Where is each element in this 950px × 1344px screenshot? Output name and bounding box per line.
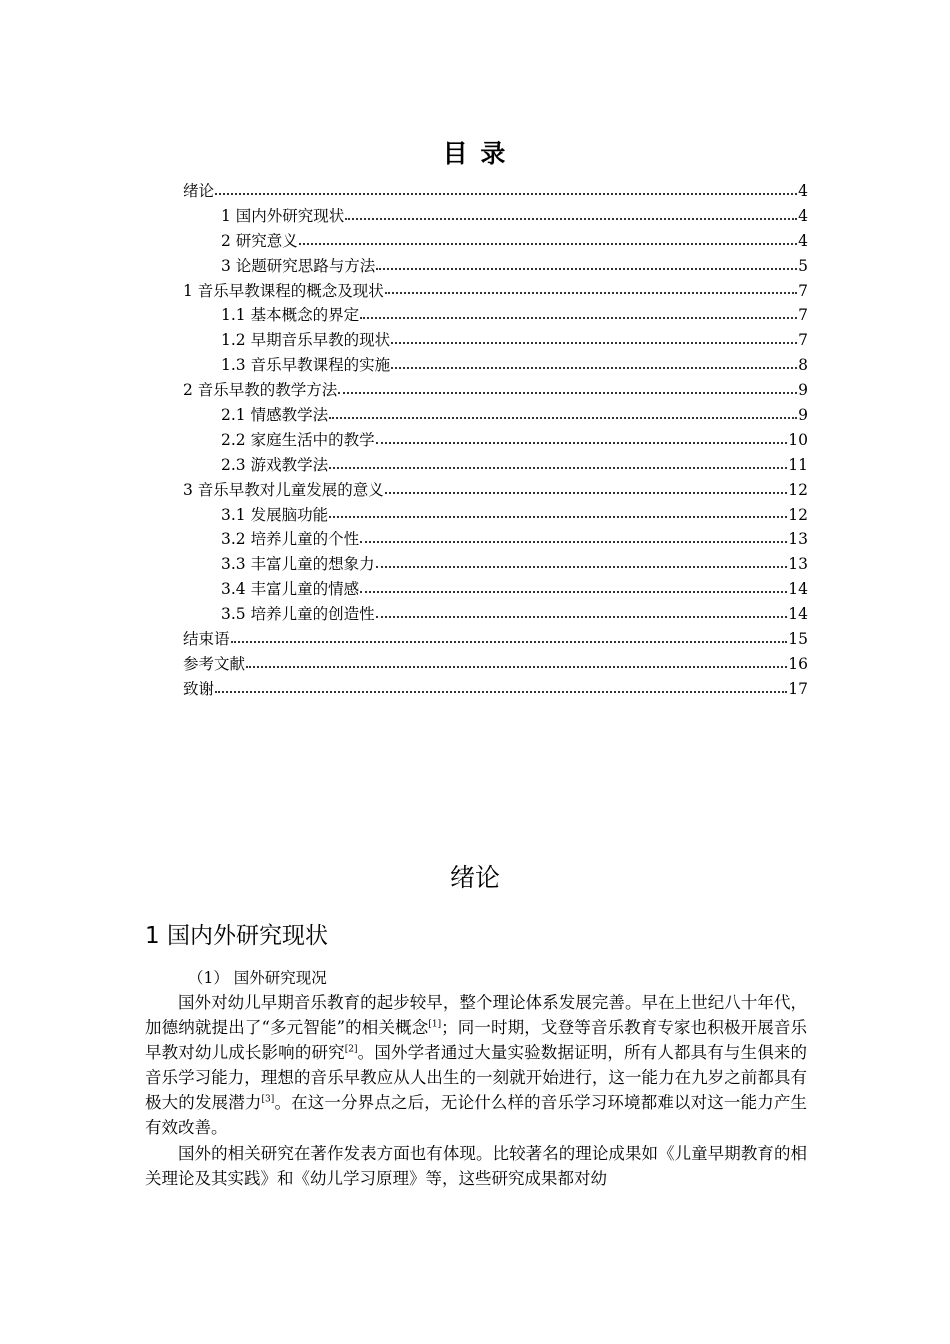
toc-dot-leader [376, 267, 797, 270]
paragraph-1 [145, 990, 807, 1141]
toc-entry-label: 3.1 发展脑功能 [221, 505, 329, 524]
toc-entry-page-number: 13 [788, 555, 808, 574]
toc-dot-leader [391, 366, 797, 369]
toc-dot-leader [299, 242, 797, 245]
toc-entry-label: 3 音乐早教对儿童发展的意义 [183, 480, 384, 499]
toc-entry-page-number: 9 [798, 381, 808, 400]
toc-entry[interactable] [183, 179, 808, 204]
toc-dot-leader [391, 341, 797, 344]
toc-entry-page-number: 12 [788, 480, 808, 499]
toc-entry[interactable] [183, 677, 808, 702]
toc-dot-leader [338, 391, 797, 394]
toc-entry[interactable] [183, 229, 808, 254]
toc-entry-page-number: 10 [788, 430, 808, 449]
toc-entry[interactable] [183, 478, 808, 503]
toc-entry[interactable] [183, 353, 808, 378]
table-of-contents [183, 179, 808, 702]
toc-dot-leader [376, 441, 788, 444]
section-title: 绪论 [449, 863, 500, 892]
toc-dot-leader [246, 665, 787, 668]
toc-entry-page-number: 16 [788, 654, 808, 673]
toc-entry[interactable] [183, 328, 808, 353]
toc-title: 目 录 [442, 139, 508, 168]
citation-2: [2] [344, 1044, 358, 1055]
toc-entry[interactable] [183, 378, 808, 403]
toc-entry-label: 3.4 丰富儿童的情感 [221, 580, 360, 599]
toc-entry[interactable] [183, 428, 808, 453]
toc-entry-label: 2 研究意义 [221, 231, 298, 250]
paragraph-1-text-d: 。在这一分界点之后，无论什么样的音乐学习环境都难以对这一能力产生有效改善。 [145, 1093, 808, 1138]
toc-entry-page-number: 13 [788, 530, 808, 549]
citation-1: [1] [428, 1019, 442, 1030]
toc-entry-label: 1 国内外研究现状 [221, 206, 345, 225]
body-text [145, 990, 807, 1191]
toc-entry-page-number: 11 [788, 455, 808, 474]
toc-entry-label: 2 音乐早教的教学方法 [183, 381, 338, 400]
toc-entry-page-number: 4 [798, 182, 808, 200]
toc-entry-label: 2.1 情感教学法 [221, 406, 329, 425]
toc-entry[interactable] [183, 204, 808, 229]
toc-entry-page-number: 7 [798, 281, 808, 300]
toc-entry-label: 结束语 [183, 630, 230, 649]
toc-dot-leader [385, 291, 797, 294]
toc-entry-page-number: 17 [788, 679, 808, 698]
toc-dot-leader [329, 515, 787, 518]
toc-entry[interactable] [183, 503, 808, 528]
toc-entry-page-number: 12 [788, 505, 808, 524]
toc-entry-label: 3.2 培养儿童的个性 [221, 530, 360, 549]
toc-entry[interactable] [183, 627, 808, 652]
toc-dot-leader [231, 640, 788, 643]
toc-dot-leader [329, 466, 787, 469]
toc-dot-leader [360, 590, 787, 593]
toc-entry-page-number: 4 [798, 231, 808, 250]
toc-entry-label: 1.2 早期音乐早教的现状 [221, 331, 391, 350]
toc-entry[interactable] [183, 527, 808, 552]
toc-entry-label: 绪论 [183, 182, 215, 200]
toc-dot-leader [376, 615, 788, 618]
chapter-heading: 1 国内外研究现状 [145, 923, 328, 949]
toc-entry-page-number: 15 [788, 630, 808, 649]
toc-dot-leader [385, 491, 787, 494]
paragraph-1-text-c: 。国外学者通过大量实验数据证明，所有人都具有与生俱来的音乐学习能力，理想的音乐早教应从人出生的一刻就开始进行，这一能力在九岁之前都具有极大的发展潜力 [145, 1043, 808, 1113]
toc-entry-page-number: 5 [798, 256, 808, 275]
paragraph-2: 国外的相关研究在著作发表方面也有体现。比较著名的理论成果如《儿童早期教育的相关理论及其实践》和《幼儿学习原理》等，这些研究成果都对幼 [145, 1143, 807, 1188]
toc-entry-page-number: 4 [798, 206, 808, 225]
toc-entry-label: 1.1 基本概念的界定 [221, 306, 360, 325]
toc-entry-label: 致谢 [183, 679, 215, 698]
toc-entry[interactable] [183, 403, 808, 428]
toc-entry-label: 3 论题研究思路与方法 [221, 256, 376, 275]
toc-dot-leader [215, 192, 797, 195]
toc-dot-leader [360, 540, 787, 543]
toc-entry-label: 2.3 游戏教学法 [221, 455, 329, 474]
toc-dot-leader [215, 690, 787, 693]
toc-entry[interactable] [183, 279, 808, 304]
toc-entry-page-number: 8 [798, 356, 808, 375]
toc-entry-label: 参考文献 [183, 654, 246, 673]
toc-entry-page-number: 7 [798, 306, 808, 325]
toc-dot-leader [376, 565, 788, 568]
toc-entry-label: 1 音乐早教课程的概念及现状 [183, 281, 384, 300]
toc-entry-page-number: 14 [788, 605, 808, 624]
toc-entry[interactable] [183, 254, 808, 279]
toc-entry[interactable] [183, 552, 808, 577]
toc-entry-label: 1.3 音乐早教课程的实施 [221, 356, 391, 375]
paragraph-1-text-b: ；同一时期，戈登等音乐教育专家也积极开展音乐早教对幼儿成长影响的研究 [145, 1018, 808, 1063]
toc-entry-page-number: 9 [798, 406, 808, 425]
toc-entry-label: 3.3 丰富儿童的想象力 [221, 555, 375, 574]
toc-entry[interactable] [183, 602, 808, 627]
subheading: （1） 国外研究现况 [188, 969, 327, 987]
toc-entry-page-number: 14 [788, 580, 808, 599]
toc-entry-page-number: 7 [798, 331, 808, 350]
toc-entry-label: 2.2 家庭生活中的教学 [221, 430, 375, 449]
toc-dot-leader [360, 316, 797, 319]
toc-dot-leader [329, 416, 797, 419]
toc-dot-leader [345, 217, 797, 220]
toc-entry[interactable] [183, 577, 808, 602]
toc-entry[interactable] [183, 303, 808, 328]
toc-entry[interactable] [183, 652, 808, 677]
paragraph-1-text-a: 国外对幼儿早期音乐教育的起步较早，整个理论体系发展完善。早在上世纪八十年代，加德纳就提出了“多元智能”的相关概念 [145, 993, 807, 1038]
toc-entry[interactable] [183, 453, 808, 478]
citation-3: [3] [261, 1094, 275, 1105]
toc-entry-label: 3.5 培养儿童的创造性 [221, 605, 375, 624]
